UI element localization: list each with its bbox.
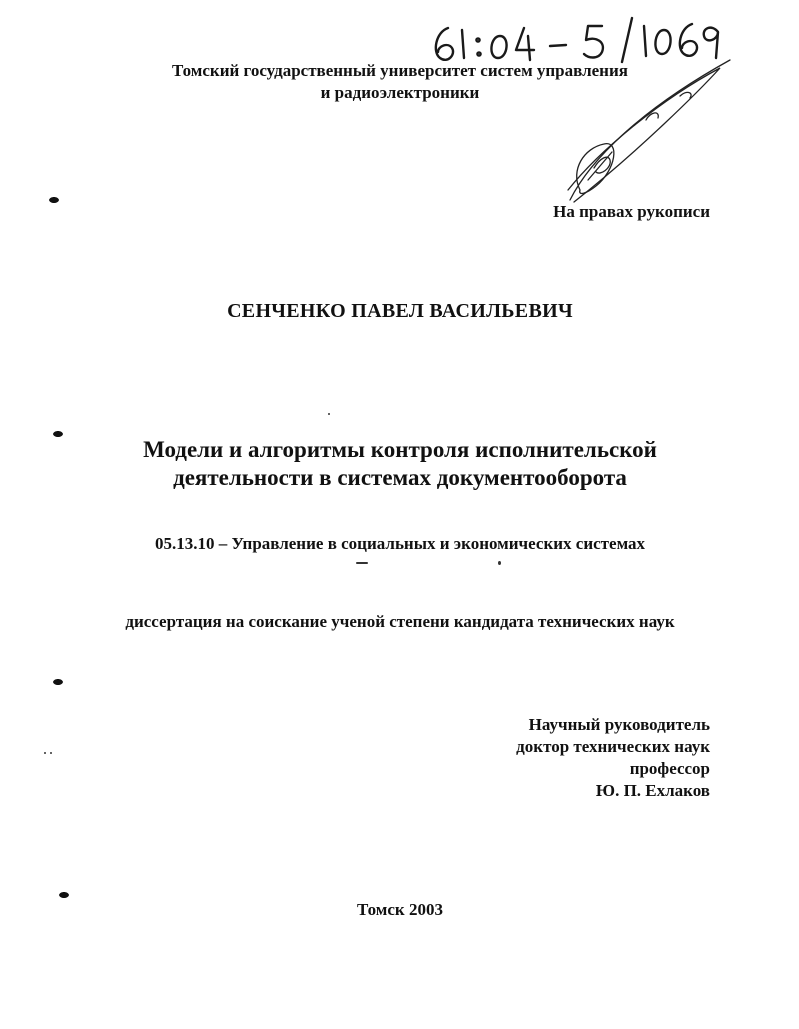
supervisor-name: Ю. П. Ехлаков — [595, 781, 710, 800]
scan-speck — [498, 561, 501, 565]
scan-speck — [328, 413, 330, 415]
institution-name — [120, 60, 680, 104]
institution-line-2: и радиоэлектроники — [320, 83, 480, 102]
author-name: СЕНЧЕНКО ПАВЕЛ ВАСИЛЬЕВИЧ — [227, 300, 573, 322]
title-line-2: деятельности в системах документооборота — [173, 465, 627, 490]
punch-hole-mark — [58, 891, 70, 900]
title-line-1: Модели и алгоритмы контроля исполнительской — [143, 437, 657, 462]
manuscript-rights-note: На правах рукописи — [553, 202, 710, 221]
supervisor-role: Научный руководитель — [528, 715, 710, 734]
supervisor-block — [420, 714, 710, 802]
scan-speck — [50, 752, 52, 754]
dissertation-title — [100, 436, 700, 492]
institution-line-1: Томский государственный университет систем управления — [172, 61, 628, 80]
specialty-code: 05.13.10 – Управление в социальных и экономических системах — [154, 534, 646, 553]
punch-hole-mark — [52, 678, 64, 687]
scan-speck — [44, 752, 46, 754]
supervisor-rank: профессор — [629, 759, 710, 778]
supervisor-degree: доктор технических наук — [516, 737, 710, 756]
city-year: Томск 2003 — [357, 900, 443, 919]
punch-hole-mark — [52, 430, 64, 439]
degree-statement: диссертация на соискание ученой степени кандидата технических наук — [125, 612, 675, 631]
scan-speck — [356, 562, 368, 564]
punch-hole-mark — [48, 196, 60, 205]
